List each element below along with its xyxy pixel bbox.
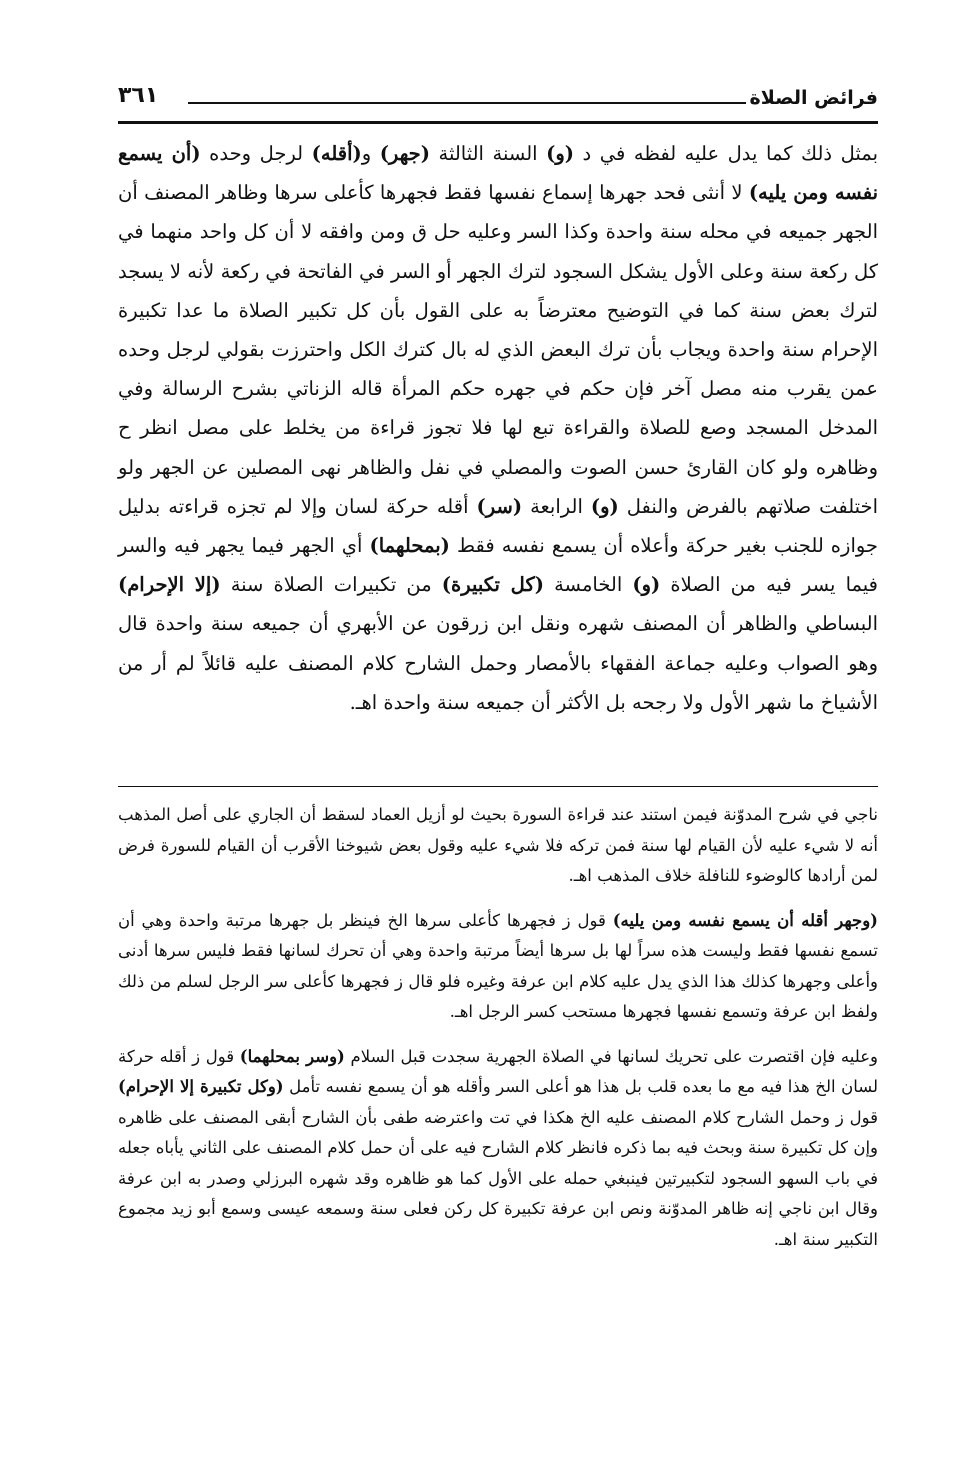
bold-run: (وكل تكبيرة إلا الإحرام) [118, 1077, 284, 1096]
text-run: الخامسة [543, 573, 633, 597]
bold-run: (بمحلهما) [369, 534, 450, 558]
text-run: ناجي في شرح المدوّنة فيمن استند عند قراءة السورة بحيث لو أزيل العماد لسقط أن الجاري على أصل المذهب أنه لا شيء عليه لأن القيام لها سنة فمن تركه فلا شيء عليه وقول بعض شيوخنا الأقرب أن القيام للسورة فرض لمن أرادها كالوضوء للنافلة خلاف المذهب اهـ. [118, 805, 878, 885]
header-dash-line [188, 102, 746, 104]
bold-run: (إلا الإحرام) [118, 573, 221, 597]
footnote-separator [118, 786, 878, 787]
text-run: البساطي والظاهر أن المصنف شهره ونقل ابن زرقون عن الأبهري أن جميعه سنة واحدة قال وهو الصواب وعليه جماعة الفقهاء بالأمصار وحمل الشارح كلام المصنف عليه قائلاً لم أر من الأشياخ ما شهر الأول ولا رجحه بل الأكثر أن جميعه سنة واحدة اهـ. [118, 612, 878, 714]
text-run: أي الجهر فيما يجهر فيه والسر فيما يسر فيه من الصلاة [118, 534, 878, 597]
text-run: من تكبيرات الصلاة سنة [220, 573, 442, 597]
text-run: وعليه فإن اقتصرت على تحريك لسانها في الصلاة الجهرية سجدت قبل السلام [344, 1046, 879, 1066]
footnote-paragraph [118, 906, 878, 1028]
text-run: السنة الثالثة [429, 142, 547, 165]
bold-run: (و) [590, 494, 619, 518]
page-number: ٣٦١ [118, 83, 159, 108]
text-run: قول ز فجهرها كأعلى سرها الخ فينظر بل جهرها مرتبة واحدة وهي أن تسمع نفسها فقط وليست هذه سراً لها بل سرها أيضاً مرتبة واحدة وهي أن تحرك لسانها فقط فليس سرها أدنى وأعلى وجهرها كذلك هذا الذي يدل عليه كلام ابن عرفة وغيره فلو قال ز فجهرها كأعلى سر الرجل لسلم من ذلك ولفظ ابن عرفة وتسمع نفسها فجهرها مستحب كسر الرجل اهـ. [118, 910, 878, 1021]
text-run: لا أنثى فحد جهرها إسماع نفسها فقط فجهرها كأعلى سرها وظاهر المصنف أن الجهر جميعه في محله سنة واحدة وكذا السر وعليه حل ق ومن وافقه لا أن كل واحد منهما في كل ركعة سنة وعلى الأول يشكل السجود لترك الجهر أو السر في الفاتحة في ركعة لأنه لا يسجد لترك بعض سنة كما في التوضيح معترضاً به على القول بأن كل تكبير الصلاة ما عدا تكبيرة الإحرام سنة واحدة ويجاب بأن ترك البعض الذي له بال كترك الكل واحترزت بقولي لرجل وحده عمن يقرب منه مصل آخر فإن حكم في جهره حكم المرأة قاله الزناتي بشرح الرسالة وفي المدخل المسجد وصع للصلاة والقراءة تبع لها فلا تجوز قراءة من يخلط على مصل انظر ح وظاهره ولو كان القارئ حسن الصوت والمصلي في نفل والظاهر نهى المصلين عن الجهر ولو اختلفت صلاتهم بالفرض والنفل [118, 181, 879, 518]
bold-run: (كل تكبيرة) [441, 573, 544, 597]
chapter-title: فرائض الصلاة [749, 87, 878, 109]
text-run: قول ز أقله حركة لسان الخ هذا فيه مع ما بعده قلب بل هذا هو أعلى السر وأقله هو أن يسمع نفسه تأمل [118, 1046, 878, 1096]
main-text [118, 134, 878, 722]
bold-run: (وسر بمحلهما) [239, 1046, 345, 1066]
footnote-paragraph [118, 800, 878, 892]
bold-run: (أن يسمع نفسه ومن يليه) [118, 142, 878, 205]
text-run: أقله حركة لسان وإلا لم تجزه قراءته بدليل جوازه للجنب بغير حركة وأعلاه أن يسمع نفسه فقط [118, 494, 878, 558]
bold-run: (جهر) [379, 142, 430, 165]
bold-run: (أقله) [311, 142, 362, 165]
header-rule [118, 121, 878, 124]
text-run: الرابعة [522, 494, 591, 518]
running-header [118, 84, 878, 124]
text-run: و [361, 142, 380, 165]
bold-run: (سر) [476, 494, 523, 518]
bold-run: (وجهر أقله أن يسمع نفسه ومن يليه) [612, 910, 878, 930]
text-run: قول ز وحمل الشارح كلام المصنف عليه الخ هكذا في تت واعترضه طفى بأن الشارح أبقى المصنف على ظاهره وإن كل تكبيرة سنة وبحث فيه بما ذكره فانظر كلام الشارح فيه على أن حمل كلام المصنف على الثاني يأباه جعله في باب السهو السجود لتكبيرتين فينبغي حمله على الأول كما هو ظاهره وقد شهره البرزلي وصدر به ابن عرفة وقال ابن ناجي إنه ظاهر المدوّنة ونص ابن عرفة تكبيرة كل ركن فعلى سنة وسمعه عيسى وسمع أبو زيد مجموع التكبير سنة اهـ. [118, 1107, 878, 1249]
footnote-paragraph [118, 1042, 878, 1256]
bold-run: (و) [546, 142, 575, 165]
footnotes [118, 800, 878, 1269]
bold-run: (و) [632, 573, 661, 597]
text-run: بمثل ذلك كما يدل عليه لفظه في د [574, 142, 878, 165]
text-run: لرجل وحده [200, 142, 312, 165]
